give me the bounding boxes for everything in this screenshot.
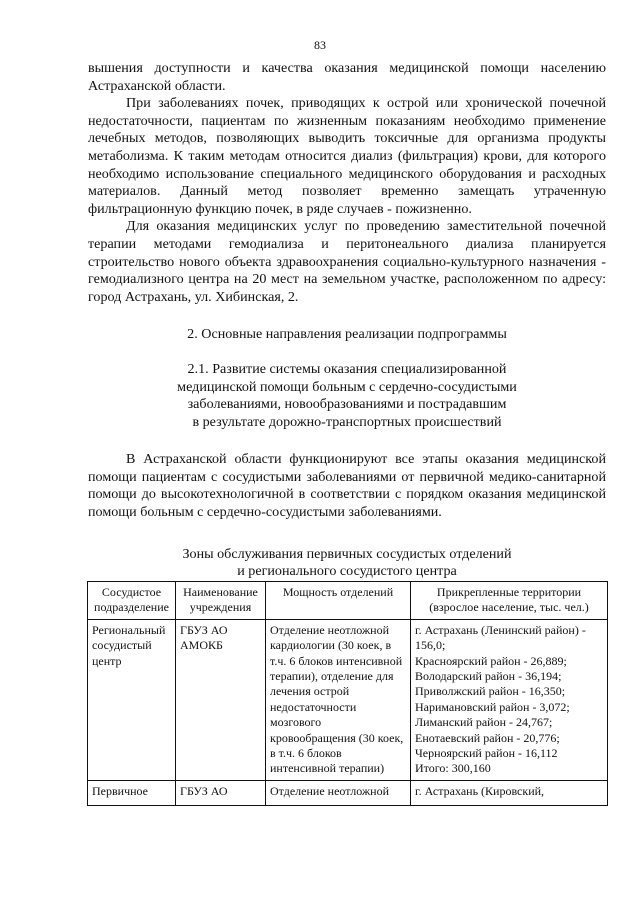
cell-capacity: Отделение неотложной кардиологии (30 коек, в т.ч. 6 блоков интенсивной терапии), отделение для лечения острой недостаточности мозгового кровообращения (30 коек, в т.ч. 6 блоков интенсивной терапии) [266, 619, 411, 780]
subsection-title-line: 2.1. Развитие системы оказания специализированной [187, 360, 507, 377]
subsection-title [88, 361, 606, 431]
paragraph-3: Для оказания медицинских услуг по проведению заместительной почечной терапии методами гемодиализа и перитонеального диализа планируется строительство нового объекта здравоохранения социально-культурного назначения - гемодиализного центра на 20 мест на земельном участке, расположенном по адресу: город Астрахань, ул. Хибинская, 2. [88, 218, 606, 305]
territory-line: г. Астрахань (Кировский, [415, 783, 545, 798]
paragraph-1: вышения доступности и качества оказания медицинской помощи населению Астраханской области. [88, 60, 606, 94]
table-title [88, 546, 606, 581]
subsection-title-line: в результате дорожно-транспортных происшествий [192, 413, 502, 430]
territory-line: Приволжский район - 16,350; [415, 684, 566, 699]
subsection-title-line: медицинской помощи больным с сердечно-сосудистыми [177, 378, 517, 395]
subsection-title-line: заболеваниями, новообразованиями и пострадавшим [187, 396, 507, 413]
territory-line: Енотаевский район - 20,776; [415, 730, 560, 745]
table-row [88, 780, 608, 805]
cell-unit: Региональный сосудистый центр [88, 619, 176, 780]
paragraph-4: В Астраханской области функционируют все этапы оказания медицинской помощи пациентам с сосудистыми заболеваниями от первичной медико-санитарной помощи до высокотехнологичной в соответствии с порядком оказания медицинской помощи больным с сердечно-сосудистыми заболеваниями. [88, 451, 606, 521]
territory-line: Наримановский район - 3,072; [415, 699, 570, 714]
header-capacity: Мощность отделений [266, 582, 411, 620]
territory-line: Итого: 300,160 [415, 761, 491, 776]
cell-territories [411, 619, 608, 780]
page-number: 83 [314, 38, 326, 52]
cell-territories [411, 780, 608, 805]
table-row [88, 619, 608, 780]
cell-institution: ГБУЗ АО [176, 780, 266, 805]
service-zones-table [87, 581, 608, 806]
table-title-line: Зоны обслуживания первичных сосудистых отделений [182, 545, 512, 562]
territory-line: Красноярский район - 26,889; [415, 653, 567, 668]
cell-capacity: Отделение неотложной [266, 780, 411, 805]
territory-line: Черноярский район - 16,112 [415, 746, 558, 761]
table-header-row [88, 582, 608, 620]
paragraph-2: При заболеваниях почек, приводящих к острой или хронической почечной недостаточности, пациентам по жизненным показаниям необходимо применение лечебных методов, позволяющих выводить токсичные для организма продукты метаболизма. К таким методам относится диализ (фильтрация) крови, для которого необходимо использование специального медицинского оборудования и расходных материалов. Данный метод позволяет временно замещать утраченную фильтрационную функцию почек, в ряде случаев - пожизненно. [88, 95, 606, 217]
document-body [88, 60, 606, 581]
cell-institution: ГБУЗ АО АМОКБ [176, 619, 266, 780]
cell-unit: Первичное [88, 780, 176, 805]
header-unit: Сосудистое подразделение [88, 582, 176, 620]
territory-line: Лиманский район - 24,767; [415, 715, 553, 730]
section-title: 2. Основные направления реализации подпрограммы [187, 326, 507, 343]
header-territories: Прикрепленные территории (взрослое население, тыс. чел.) [411, 582, 608, 620]
table-title-line: и регионального сосудистого центра [237, 563, 457, 580]
territory-line: г. Астрахань (Ленинский район) - 156,0; [415, 622, 586, 653]
territory-line: Володарский район - 36,194; [415, 669, 562, 684]
header-institution: Наименование учреждения [176, 582, 266, 620]
